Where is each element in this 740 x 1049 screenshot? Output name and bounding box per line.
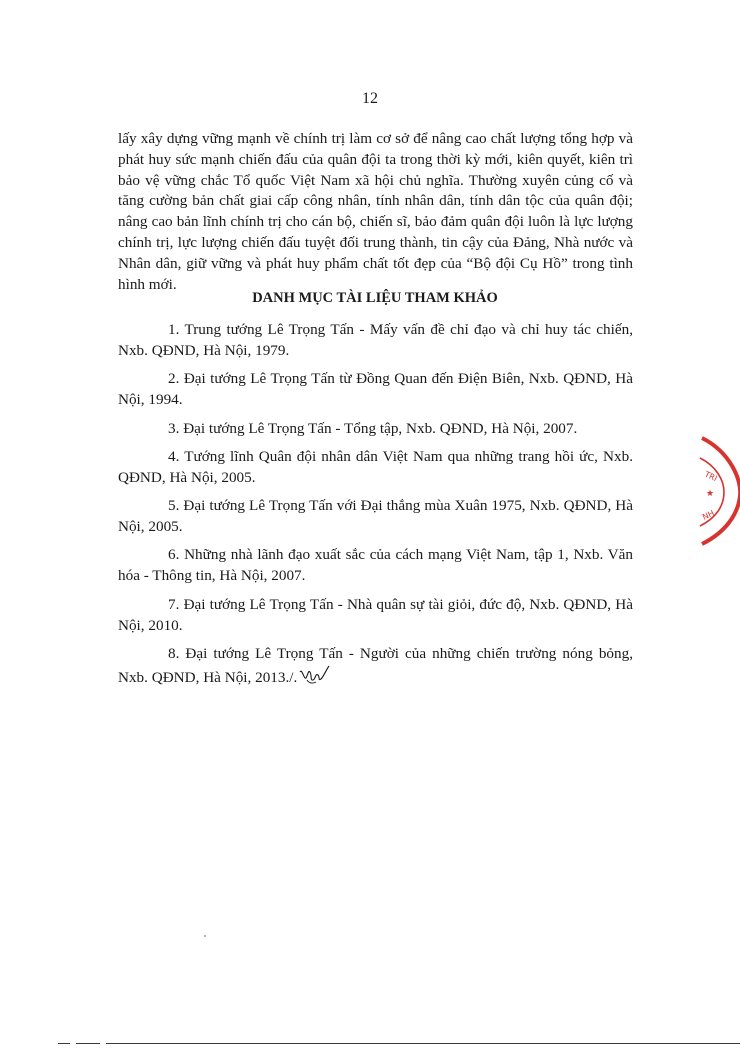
body-paragraph: lấy xây dựng vững mạnh về chính trị làm cơ sở để nâng cao chất lượng tổng hợp và phát huy sức mạnh chiến đấu của quân đội ta trong thời kỳ mới, kiên quyết, kiên trì bảo vệ vững chắc Tổ quốc Việt Nam xã hội chủ nghĩa. Thường xuyên củng cố và tăng cường bản chất giai cấp công nhân, tính nhân dân, tính dân tộc của quân đội; nâng cao bản lĩnh chính trị cho cán bộ, chiến sĩ, bảo đảm quân đội luôn là lực lượng chính trị, lực lượng chiến đấu tuyệt đối trung thành, tin cậy của Đảng, Nhà nước và Nhân dân, giữ vững và phát huy phẩm chất tốt đẹp của “Bộ đội Cụ Hồ” trong tình hình mới. [118,130,633,293]
reference-item [118,446,633,488]
svg-text:TRI: TRI [703,469,719,484]
reference-text: 6. Những nhà lãnh đạo xuất sắc của cách mạng Việt Nam, tập 1, Nxb. Văn hóa - Thông tin, Hà Nội, 2007. [118,546,633,585]
footer-rule-short-1 [58,1043,70,1044]
footer-rule-short-2 [76,1043,100,1044]
reference-item [118,544,633,586]
references-heading: DANH MỤC TÀI LIỆU THAM KHẢO [252,290,498,306]
scan-speck [204,935,206,937]
page-number: 12 [362,90,378,107]
initials-signature-icon [298,664,330,686]
red-seal-stamp-icon [696,436,740,546]
reference-text: 5. Đại tướng Lê Trọng Tấn với Đại thắng mùa Xuân 1975, Nxb. QĐND, Hà Nội, 2005. [118,497,633,536]
svg-text:NH: NH [701,508,716,522]
reference-item [118,495,633,537]
reference-text: 8. Đại tướng Lê Trọng Tấn - Người của những chiến trường nóng bỏng, Nxb. QĐND, Hà Nội, 2013./. [118,645,633,687]
reference-item [118,594,633,636]
reference-text: 2. Đại tướng Lê Trọng Tấn từ Đồng Quan đến Điện Biên, Nxb. QĐND, Hà Nội, 1994. [118,370,633,409]
reference-text: 3. Đại tướng Lê Trọng Tấn - Tổng tập, Nxb. QĐND, Hà Nội, 2007. [168,419,578,437]
reference-text: 4. Tướng lĩnh Quân đội nhân dân Việt Nam qua những trang hồi ức, Nxb. QĐND, Hà Nội, 2005. [118,447,633,486]
svg-text:★: ★ [706,489,715,499]
references-list [118,319,633,695]
reference-text: 7. Đại tướng Lê Trọng Tấn - Nhà quân sự tài giỏi, đức độ, Nxb. QĐND, Hà Nội, 2010. [118,595,633,634]
reference-item [118,418,633,439]
footer-rule-long [106,1043,740,1044]
reference-text: 1. Trung tướng Lê Trọng Tấn - Mấy vấn đề chỉ đạo và chỉ huy tác chiến, Nxb. QĐND, Hà Nội, 1979. [118,321,633,359]
reference-item [118,319,633,361]
reference-item [118,368,633,410]
reference-item [118,643,633,688]
